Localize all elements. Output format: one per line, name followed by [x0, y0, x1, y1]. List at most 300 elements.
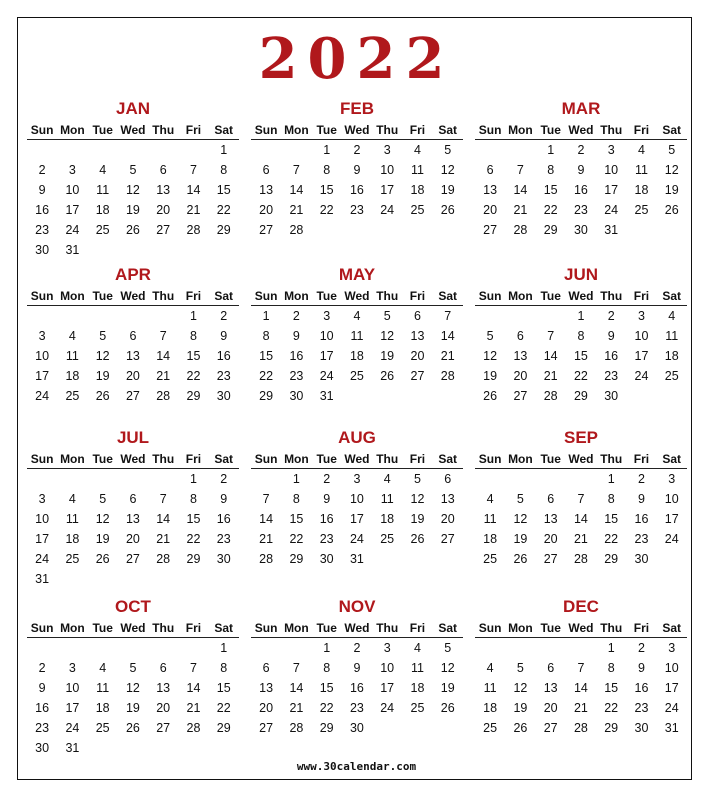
day-cell: 8	[220, 661, 228, 675]
day-cell: 22	[604, 532, 619, 546]
day-cell: 14	[186, 681, 201, 695]
day-cell: 28	[259, 552, 274, 566]
weekday-label: Tue	[316, 289, 337, 303]
day-cell	[118, 469, 148, 489]
day-cell: 31	[35, 572, 50, 586]
day-cell: 27	[543, 721, 558, 735]
day-cell	[148, 738, 178, 758]
day-cell: 30	[216, 389, 231, 403]
day-cell: 13	[259, 681, 274, 695]
day-cell: 13	[156, 681, 171, 695]
day-cell: 11	[96, 681, 110, 695]
day-cell: 7	[292, 661, 300, 675]
day-cell: 3	[38, 329, 46, 343]
day-cell: 9	[323, 492, 331, 506]
week-row	[251, 529, 463, 549]
day-cell: 24	[664, 701, 679, 715]
day-cell: 17	[35, 369, 50, 383]
day-cell: 3	[607, 143, 615, 157]
week-row	[27, 469, 239, 489]
day-cell: 13	[543, 681, 558, 695]
day-cell: 6	[547, 492, 555, 506]
weekday-label: Sun	[30, 621, 54, 635]
day-cell: 2	[353, 641, 361, 655]
day-cell: 30	[634, 721, 649, 735]
day-cell	[148, 306, 178, 326]
day-cell: 5	[444, 143, 452, 157]
day-cell: 19	[440, 681, 455, 695]
weekday-label: Sun	[254, 621, 278, 635]
week-row	[27, 240, 239, 260]
day-cell: 5	[516, 661, 524, 675]
day-cell: 19	[95, 532, 110, 546]
day-cell: 18	[380, 512, 395, 526]
weekday-label: Tue	[540, 289, 561, 303]
day-cell: 31	[604, 223, 619, 237]
month-name: MAY	[338, 265, 376, 284]
day-cell: 11	[410, 163, 424, 177]
weekday-header	[475, 286, 687, 306]
weekday-label: Wed	[568, 452, 594, 466]
day-cell: 1	[220, 143, 228, 157]
weekday-label: Thu	[152, 621, 175, 635]
day-cell: 4	[99, 661, 107, 675]
day-cell: 25	[483, 552, 498, 566]
weekday-label: Mon	[284, 452, 309, 466]
week-row	[27, 718, 239, 738]
day-cell: 25	[95, 223, 110, 237]
day-cell: 29	[604, 552, 619, 566]
day-cell	[657, 549, 687, 569]
day-cell: 28	[289, 223, 304, 237]
day-cell	[251, 638, 281, 658]
day-cell: 30	[349, 721, 364, 735]
weekday-label: Thu	[600, 289, 623, 303]
day-cell: 9	[577, 163, 585, 177]
day-cell: 27	[440, 532, 455, 546]
day-cell: 22	[319, 701, 334, 715]
day-cell: 26	[95, 389, 110, 403]
day-cell: 18	[664, 349, 679, 363]
day-cell: 3	[668, 641, 676, 655]
weekday-label: Sat	[214, 452, 234, 466]
week-row	[475, 698, 687, 718]
weekday-header	[27, 449, 239, 469]
day-cell: 20	[513, 369, 528, 383]
day-cell: 8	[607, 492, 615, 506]
day-cell: 6	[262, 661, 270, 675]
day-cell: 13	[440, 492, 455, 506]
day-cell: 30	[634, 552, 649, 566]
day-cell: 6	[129, 329, 137, 343]
weekday-label: Sat	[662, 123, 682, 137]
week-row	[475, 469, 687, 489]
weekday-header	[27, 286, 239, 306]
day-cell	[281, 140, 311, 160]
day-cell: 10	[380, 661, 395, 675]
day-cell: 19	[483, 369, 498, 383]
weekday-label: Sun	[478, 621, 502, 635]
week-row	[251, 326, 463, 346]
day-cell: 3	[383, 641, 391, 655]
day-cell: 30	[573, 223, 588, 237]
day-cell: 26	[513, 721, 528, 735]
weekday-label: Fri	[409, 621, 426, 635]
day-cell	[657, 386, 687, 406]
day-cell: 3	[668, 472, 676, 486]
day-cell: 23	[634, 532, 649, 546]
day-cell: 14	[289, 681, 304, 695]
day-cell: 24	[604, 203, 619, 217]
day-cell: 9	[292, 329, 300, 343]
day-cell: 26	[95, 552, 110, 566]
day-cell: 5	[486, 329, 494, 343]
day-cell: 5	[129, 163, 137, 177]
month-may	[251, 264, 463, 406]
month-mar	[475, 98, 687, 240]
day-cell: 12	[95, 512, 110, 526]
month-jan	[27, 98, 239, 260]
day-cell: 13	[513, 349, 528, 363]
week-row	[251, 220, 463, 240]
day-cell: 3	[353, 472, 361, 486]
weekday-label: Wed	[120, 621, 146, 635]
day-cell: 16	[216, 349, 231, 363]
day-cell	[178, 638, 208, 658]
day-cell: 26	[513, 552, 528, 566]
day-cell: 10	[634, 329, 649, 343]
day-cell: 29	[216, 223, 231, 237]
day-cell: 24	[65, 721, 80, 735]
day-cell	[626, 220, 656, 240]
day-cell: 9	[637, 661, 645, 675]
day-cell	[433, 220, 463, 240]
day-cell	[118, 638, 148, 658]
day-cell: 21	[543, 369, 558, 383]
day-cell	[475, 306, 505, 326]
week-row	[475, 678, 687, 698]
day-cell	[372, 386, 402, 406]
day-cell: 27	[513, 389, 528, 403]
day-cell: 29	[543, 223, 558, 237]
day-cell: 1	[547, 143, 555, 157]
day-cell: 7	[547, 329, 555, 343]
day-cell	[402, 220, 432, 240]
day-cell: 3	[38, 492, 46, 506]
day-cell: 1	[607, 641, 615, 655]
day-cell: 18	[483, 532, 498, 546]
day-cell: 1	[323, 143, 331, 157]
day-cell: 17	[664, 681, 679, 695]
day-cell: 17	[349, 512, 364, 526]
day-cell: 28	[440, 369, 455, 383]
day-cell: 28	[186, 223, 201, 237]
day-cell: 11	[410, 661, 424, 675]
week-row	[251, 469, 463, 489]
day-cell: 13	[125, 512, 140, 526]
day-cell: 25	[410, 203, 425, 217]
day-cell: 4	[668, 309, 676, 323]
day-cell: 8	[220, 163, 228, 177]
day-cell: 16	[604, 349, 619, 363]
day-cell	[536, 469, 566, 489]
day-cell: 24	[664, 532, 679, 546]
week-row	[27, 569, 239, 589]
day-cell	[118, 569, 148, 589]
day-cell: 8	[292, 492, 300, 506]
weekday-label: Mon	[60, 452, 85, 466]
day-cell: 16	[319, 512, 334, 526]
weekday-label: Thu	[376, 621, 399, 635]
month-apr	[27, 264, 239, 406]
day-cell	[88, 738, 118, 758]
day-cell: 21	[186, 203, 201, 217]
day-cell: 24	[35, 389, 50, 403]
week-row	[251, 698, 463, 718]
day-cell: 5	[99, 329, 107, 343]
weekday-label: Thu	[376, 452, 399, 466]
weekday-label: Tue	[316, 621, 337, 635]
week-row	[475, 160, 687, 180]
day-cell: 5	[516, 492, 524, 506]
weekday-header	[251, 286, 463, 306]
month-jun	[475, 264, 687, 406]
day-cell: 1	[189, 309, 197, 323]
day-cell: 14	[186, 183, 201, 197]
day-cell: 10	[35, 512, 50, 526]
day-cell: 27	[259, 223, 274, 237]
day-cell: 19	[380, 349, 395, 363]
day-cell: 28	[573, 552, 588, 566]
day-cell: 14	[259, 512, 274, 526]
day-cell: 2	[577, 143, 585, 157]
weekday-label: Sat	[438, 452, 458, 466]
day-cell: 13	[543, 512, 558, 526]
weekday-label: Wed	[120, 452, 146, 466]
day-cell: 5	[383, 309, 391, 323]
weekday-label: Wed	[568, 621, 594, 635]
day-cell: 17	[664, 512, 679, 526]
day-cell: 20	[440, 512, 455, 526]
weekday-label: Thu	[376, 123, 399, 137]
day-cell	[118, 240, 148, 260]
day-cell: 16	[573, 183, 588, 197]
week-row	[475, 549, 687, 569]
day-cell: 22	[186, 532, 201, 546]
day-cell: 6	[262, 163, 270, 177]
day-cell: 15	[604, 681, 619, 695]
week-row	[27, 738, 239, 758]
day-cell: 26	[125, 223, 140, 237]
day-cell	[209, 738, 239, 758]
day-cell: 20	[125, 369, 140, 383]
weekday-label: Thu	[600, 123, 623, 137]
day-cell: 29	[573, 389, 588, 403]
day-cell: 6	[159, 661, 167, 675]
weekday-label: Thu	[600, 621, 623, 635]
day-cell: 12	[125, 183, 140, 197]
day-cell: 19	[95, 369, 110, 383]
day-cell: 19	[664, 183, 679, 197]
week-row	[475, 638, 687, 658]
day-cell: 3	[68, 163, 76, 177]
day-cell: 10	[664, 661, 679, 675]
day-cell	[251, 469, 281, 489]
month-aug	[251, 427, 463, 569]
day-cell: 21	[573, 532, 588, 546]
day-cell	[27, 306, 57, 326]
month-name: JAN	[115, 99, 150, 118]
day-cell: 24	[319, 369, 334, 383]
day-cell	[505, 306, 535, 326]
day-cell: 7	[516, 163, 524, 177]
day-cell: 20	[543, 532, 558, 546]
day-cell	[118, 738, 148, 758]
day-cell: 25	[410, 701, 425, 715]
week-row	[251, 386, 463, 406]
day-cell: 12	[380, 329, 395, 343]
weekday-header	[475, 120, 687, 140]
day-cell: 28	[156, 389, 171, 403]
day-cell: 2	[637, 472, 645, 486]
weekday-label: Mon	[60, 289, 85, 303]
day-cell: 11	[483, 512, 497, 526]
day-cell	[536, 638, 566, 658]
day-cell: 16	[634, 681, 649, 695]
day-cell: 15	[186, 349, 201, 363]
day-cell	[475, 638, 505, 658]
day-cell: 26	[125, 721, 140, 735]
day-cell	[372, 718, 402, 738]
weekday-header	[475, 449, 687, 469]
day-cell: 23	[35, 223, 50, 237]
day-cell: 22	[216, 701, 231, 715]
day-cell: 17	[380, 681, 395, 695]
weekday-label: Sun	[254, 452, 278, 466]
day-cell: 21	[573, 701, 588, 715]
day-cell	[148, 469, 178, 489]
day-cell	[402, 549, 432, 569]
weekday-label: Sun	[30, 452, 54, 466]
day-cell: 9	[637, 492, 645, 506]
day-cell: 4	[353, 309, 361, 323]
month-name: JUN	[563, 265, 598, 284]
week-row	[27, 220, 239, 240]
day-cell: 11	[380, 492, 394, 506]
day-cell: 22	[289, 532, 304, 546]
day-cell: 12	[440, 661, 455, 675]
week-row	[27, 698, 239, 718]
weekday-label: Thu	[152, 289, 175, 303]
day-cell: 17	[380, 183, 395, 197]
weekday-label: Mon	[508, 452, 533, 466]
day-cell: 6	[516, 329, 524, 343]
day-cell: 26	[440, 701, 455, 715]
day-cell: 1	[220, 641, 228, 655]
week-row	[475, 718, 687, 738]
day-cell: 15	[573, 349, 588, 363]
week-row	[475, 509, 687, 529]
day-cell: 2	[292, 309, 300, 323]
day-cell: 4	[413, 143, 421, 157]
day-cell: 26	[440, 203, 455, 217]
weekday-label: Fri	[409, 452, 426, 466]
day-cell	[505, 469, 535, 489]
day-cell: 12	[513, 512, 528, 526]
day-cell: 14	[573, 681, 588, 695]
weekday-header	[27, 120, 239, 140]
day-cell	[626, 386, 656, 406]
day-cell: 2	[38, 661, 46, 675]
day-cell: 22	[604, 701, 619, 715]
day-cell: 20	[156, 203, 171, 217]
day-cell: 30	[289, 389, 304, 403]
weekday-label: Wed	[120, 123, 146, 137]
day-cell: 22	[186, 369, 201, 383]
month-name: MAR	[561, 99, 601, 118]
day-cell	[88, 469, 118, 489]
weekday-label: Sat	[438, 621, 458, 635]
day-cell: 11	[65, 512, 79, 526]
weekday-header	[251, 618, 463, 638]
weekday-label: Wed	[344, 621, 370, 635]
weekday-label: Mon	[284, 123, 309, 137]
day-cell: 18	[410, 681, 425, 695]
week-row	[27, 509, 239, 529]
month-dec	[475, 596, 687, 738]
day-cell	[505, 140, 535, 160]
day-cell: 9	[607, 329, 615, 343]
day-cell: 24	[35, 552, 50, 566]
day-cell: 25	[65, 552, 80, 566]
weekday-label: Fri	[185, 621, 202, 635]
day-cell: 17	[35, 532, 50, 546]
day-cell: 20	[410, 349, 425, 363]
day-cell: 10	[664, 492, 679, 506]
day-cell: 26	[483, 389, 498, 403]
day-cell: 5	[444, 641, 452, 655]
day-cell: 4	[413, 641, 421, 655]
day-cell: 2	[220, 309, 228, 323]
day-cell	[402, 386, 432, 406]
day-cell: 27	[156, 721, 171, 735]
month-name: APR	[115, 265, 151, 284]
day-cell: 20	[156, 701, 171, 715]
day-cell: 2	[220, 472, 228, 486]
day-cell: 18	[634, 183, 649, 197]
day-cell: 15	[216, 681, 231, 695]
day-cell	[209, 240, 239, 260]
day-cell	[475, 469, 505, 489]
day-cell: 20	[483, 203, 498, 217]
day-cell: 25	[483, 721, 498, 735]
day-cell: 27	[125, 552, 140, 566]
day-cell: 24	[349, 532, 364, 546]
day-cell: 6	[547, 661, 555, 675]
day-cell	[566, 638, 596, 658]
day-cell: 4	[383, 472, 391, 486]
weekday-label: Fri	[633, 123, 650, 137]
week-row	[475, 180, 687, 200]
day-cell	[57, 469, 87, 489]
month-name: OCT	[115, 597, 151, 616]
day-cell: 22	[319, 203, 334, 217]
day-cell: 5	[413, 472, 421, 486]
week-row	[27, 678, 239, 698]
weekday-label: Tue	[540, 123, 561, 137]
day-cell: 14	[156, 349, 171, 363]
day-cell: 7	[292, 163, 300, 177]
